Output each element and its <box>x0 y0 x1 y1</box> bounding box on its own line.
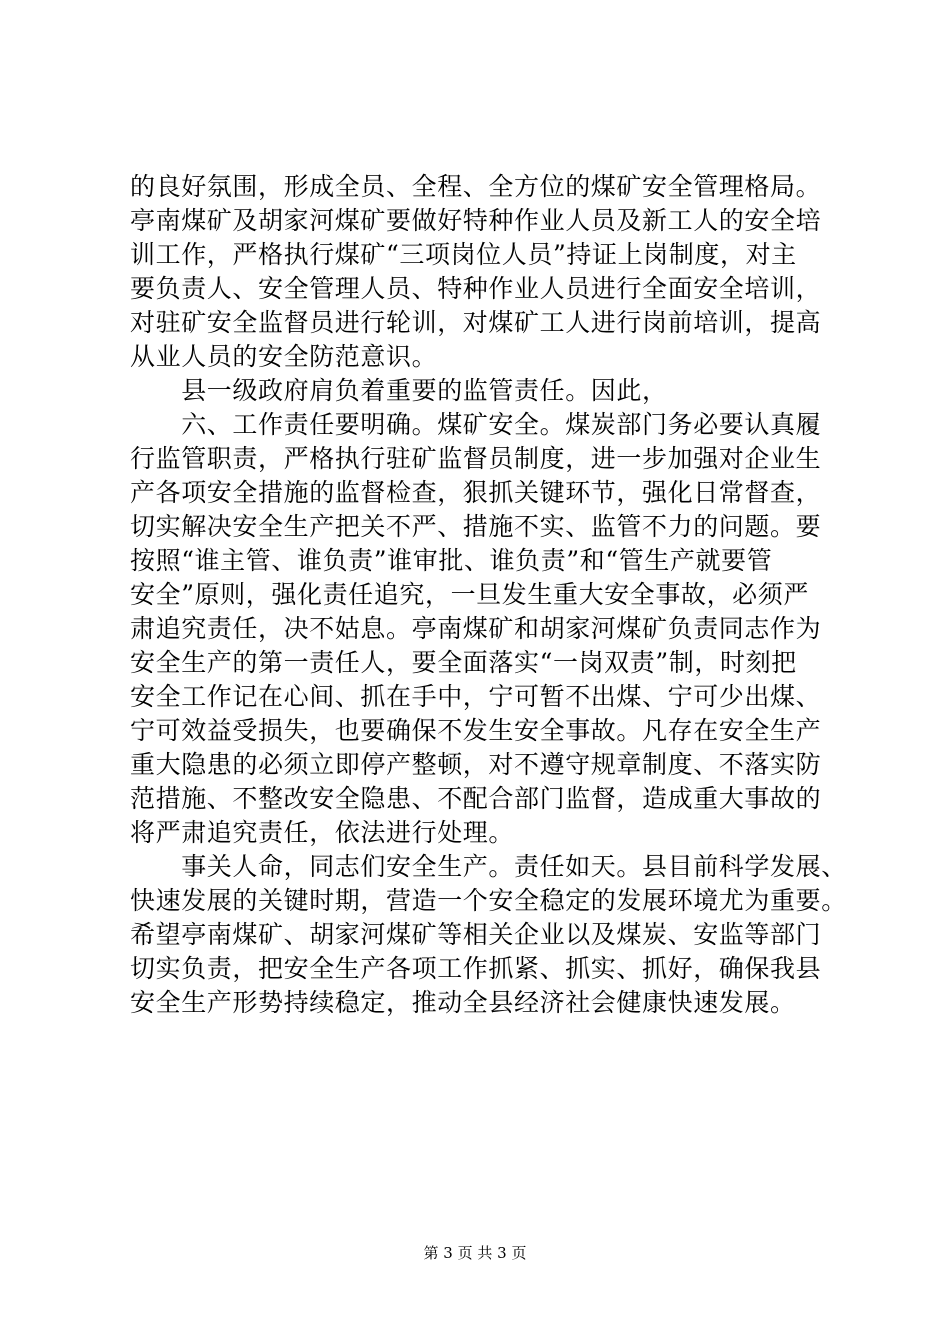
text-line: 亭南煤矿及胡家河煤矿要做好特种作业人员及新工人的安全培 <box>130 206 822 235</box>
text-line: 将严肃追究责任，依法进行处理。 <box>130 818 515 847</box>
text-line: 从业人员的安全防范意识。 <box>130 342 438 371</box>
text-line: 事关人命，同志们安全生产。责任如天。县目前科学发展、 <box>130 852 847 881</box>
text-line: 要负责人、安全管理人员、特种作业人员进行全面安全培训， <box>130 274 822 303</box>
text-line: 行监管职责，严格执行驻矿监督员制度，进一步加强对企业生 <box>130 444 822 473</box>
page-footer <box>0 1243 950 1263</box>
text-line: 六、工作责任要明确。煤矿安全。煤炭部门务必要认真履 <box>130 410 822 439</box>
text-line: 对驻矿安全监督员进行轮训，对煤矿工人进行岗前培训，提高 <box>130 308 822 337</box>
text-line: 安全工作记在心间、抓在手中，宁可暂不出煤、宁可少出煤、 <box>130 682 822 711</box>
text-line: 切实解决安全生产把关不严、措施不实、监管不力的问题。要 <box>130 512 822 541</box>
text-line: 安全生产的第一责任人，要全面落实“一岗双责”制，时刻把 <box>130 648 797 677</box>
text-line: 重大隐患的必须立即停产整顿，对不遵守规章制度、不落实防 <box>130 750 822 779</box>
text-line: 希望亭南煤矿、胡家河煤矿等相关企业以及煤炭、安监等部门 <box>130 920 822 949</box>
text-line: 安全生产形势持续稳定，推动全县经济社会健康快速发展。 <box>130 988 796 1017</box>
text-line: 肃追究责任，决不姑息。亭南煤矿和胡家河煤矿负责同志作为 <box>130 614 822 643</box>
text-line: 的良好氛围，形成全员、全程、全方位的煤矿安全管理格局。 <box>130 172 822 201</box>
text-line: 训工作，严格执行煤矿“三项岗位人员”持证上岗制度，对主 <box>130 240 797 269</box>
text-line: 快速发展的关键时期，营造一个安全稳定的发展环境尤为重要。 <box>130 886 847 915</box>
text-line: 产各项安全措施的监督检查，狠抓关键环节，强化日常督查， <box>130 478 822 507</box>
text-line: 县一级政府肩负着重要的监管责任。因此， <box>130 376 668 405</box>
text-line: 安全”原则，强化责任追究，一旦发生重大安全事故，必须严 <box>130 580 809 609</box>
text-line: 宁可效益受损失，也要确保不发生安全事故。凡存在安全生产 <box>130 716 822 745</box>
body-text <box>130 170 847 1020</box>
text-line: 切实负责，把安全生产各项工作抓紧、抓实、抓好，确保我县 <box>130 954 822 983</box>
text-line: 范措施、不整改安全隐患、不配合部门监督，造成重大事故的 <box>130 784 822 813</box>
text-line: 按照“谁主管、谁负责”谁审批、谁负责”和“管生产就要管 <box>130 546 773 575</box>
page-number: 第 3 页 共 3 页 <box>423 1244 527 1262</box>
